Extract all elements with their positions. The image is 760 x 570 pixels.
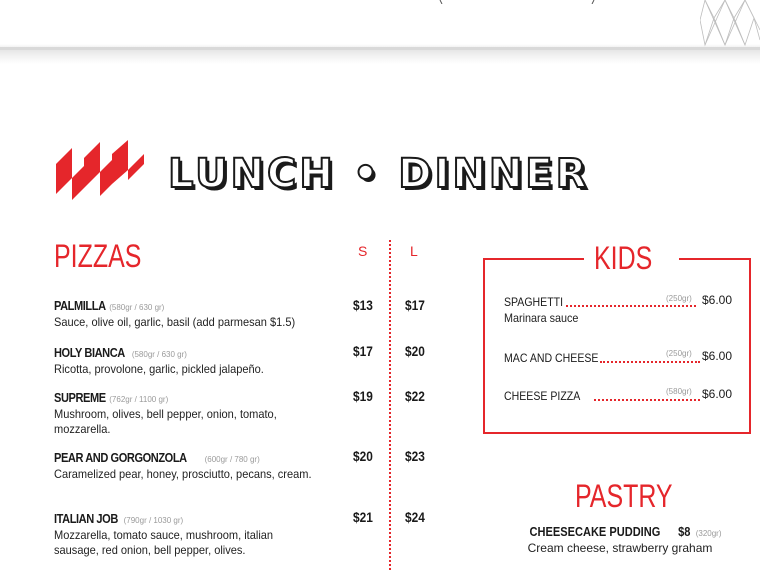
pizzas-heading: PIZZAS — [54, 238, 142, 274]
price-large: $24 — [405, 509, 425, 525]
menu-item-holy-bianca — [54, 344, 354, 377]
price-small: $20 — [353, 448, 373, 464]
top-divider — [0, 47, 760, 50]
item-weight: (580gr / 630 gr) — [109, 303, 165, 312]
item-name: CHEESECAKE PUDDING — [530, 524, 661, 539]
item-weight: (790gr / 1030 gr) — [123, 516, 184, 525]
price-large: $17 — [405, 297, 425, 313]
menu-item-supreme — [54, 389, 354, 437]
leader-dots — [566, 305, 696, 307]
item-description: Sauce, olive oil, garlic, basil (add parmesan $1.5) — [54, 315, 296, 329]
pastry-heading: PASTRY — [575, 478, 673, 514]
item-description: Mozzarella, tomato sauce, mushroom, italian sausage, red onion, bell pepper, olives. — [54, 528, 274, 557]
item-price: $6.00 — [701, 387, 732, 401]
geometric-corner-icon — [700, 0, 760, 50]
kids-item-cheese-pizza — [504, 387, 732, 407]
menu-item-italian-job — [54, 510, 354, 558]
menu-item-palmilla — [54, 297, 354, 330]
pastry-item-cheesecake-pudding — [500, 523, 740, 555]
item-price: $8 — [677, 524, 691, 539]
menu-item-pear-and-gorgonzola — [54, 449, 354, 482]
item-description: Marinara sauce — [504, 311, 579, 325]
item-weight: (320gr) — [695, 529, 722, 538]
item-name: SPAGHETTI — [504, 295, 564, 309]
page-title: LUNCH • DINNER — [168, 151, 590, 197]
size-small-header: S — [358, 243, 368, 259]
kids-item-mac-and-cheese — [504, 349, 732, 369]
leader-dots — [594, 399, 700, 401]
price-small: $17 — [353, 343, 373, 359]
item-weight: (250gr) — [666, 294, 692, 303]
price-small: $13 — [353, 297, 373, 313]
price-small: $19 — [353, 388, 373, 404]
item-price: $6.00 — [701, 293, 732, 307]
item-name: ITALIAN JOB — [54, 511, 118, 526]
item-description: Mushroom, olives, bell pepper, onion, tomato, mozzarella. — [54, 407, 277, 436]
price-small: $21 — [353, 509, 373, 525]
item-weight: (580gr / 630 gr) — [131, 350, 187, 359]
size-large-header: L — [410, 243, 418, 259]
size-column-divider — [389, 240, 391, 570]
item-price: $6.00 — [701, 349, 732, 363]
kids-menu-box — [483, 258, 751, 434]
item-name: PALMILLA — [54, 298, 106, 313]
kids-heading: KIDS — [594, 240, 653, 276]
leader-dots — [600, 361, 700, 363]
item-weight: (600gr / 780 gr) — [204, 455, 260, 464]
price-large: $22 — [405, 388, 425, 404]
item-name: CHEESE PIZZA — [504, 389, 581, 403]
kids-item-spaghetti — [504, 293, 732, 333]
item-name: HOLY BIANCA — [54, 345, 125, 360]
brand-logo-icon — [56, 140, 148, 202]
item-name: MAC AND CHEESE — [504, 351, 599, 365]
item-weight: (762gr / 1100 gr) — [109, 395, 169, 404]
price-large: $23 — [405, 448, 425, 464]
item-weight: (250gr) — [666, 349, 692, 358]
item-name: SUPREME — [54, 390, 106, 405]
top-marks — [438, 0, 598, 4]
item-description: Cream cheese, strawberry graham — [527, 541, 713, 555]
item-description: Caramelized pear, honey, prosciutto, pecans, cream. — [54, 467, 312, 481]
kids-heading-wrap — [584, 240, 679, 277]
top-band — [0, 0, 760, 64]
item-weight: (580gr) — [666, 387, 692, 396]
price-large: $20 — [405, 343, 425, 359]
item-name: PEAR AND GORGONZOLA — [54, 450, 187, 465]
item-description: Ricotta, provolone, garlic, pickled jalapeño. — [54, 362, 264, 376]
